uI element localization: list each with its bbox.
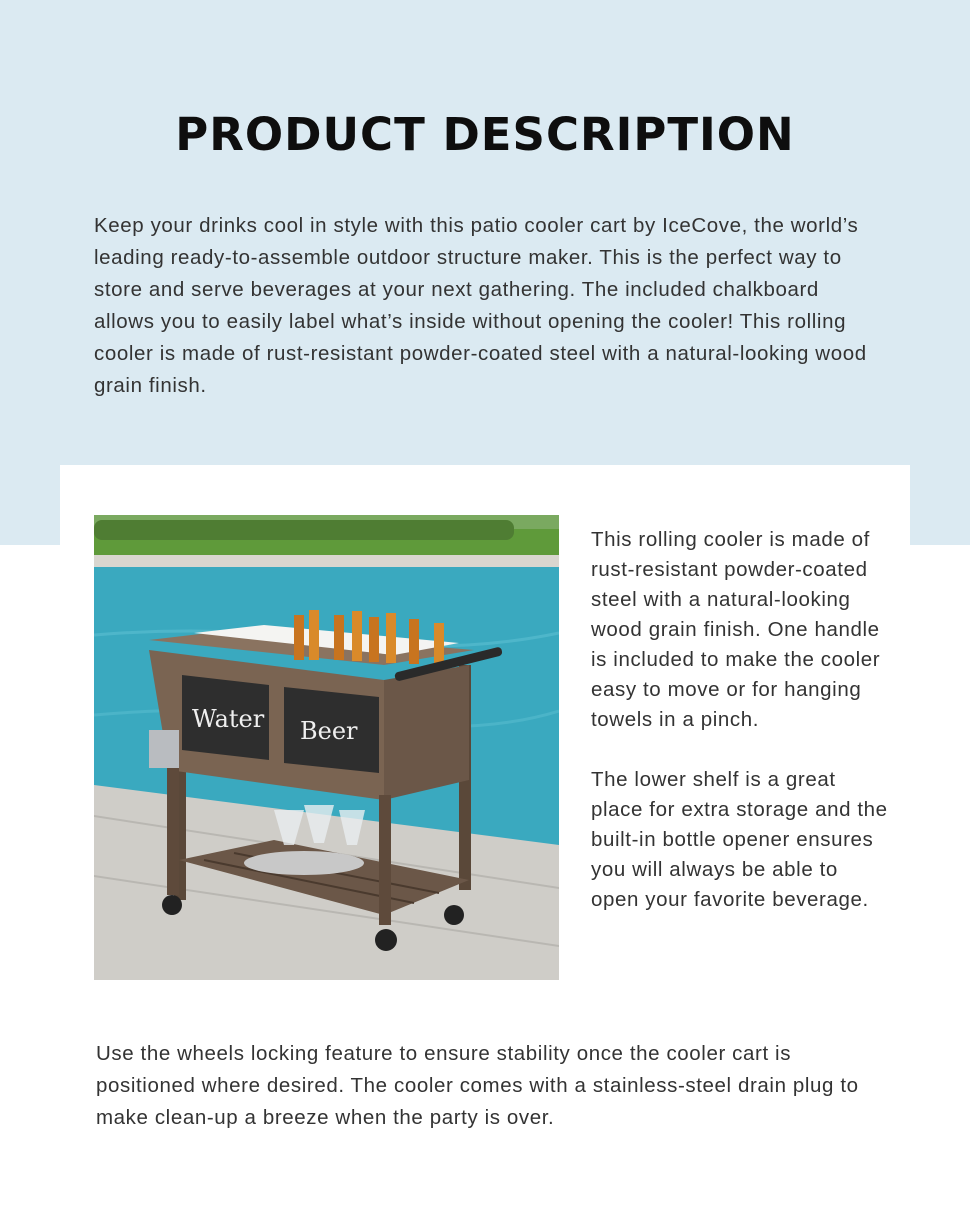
chalkboard-label-beer: Beer [300,717,358,745]
product-photo [94,515,559,980]
intro-paragraph: Keep your drinks cool in style with this patio cooler cart by IceCove, the world’s leading ready-to-assemble outdoor structure maker. This is the perfect way to store and serve beverages at your next gathering. The included chalkboard allows you to easily label what’s inside without opening the cooler! This rolling cooler is made of rust-resistant powder-coated steel with a natural-looking wood grain finish. [94,214,867,397]
page-title: PRODUCT DESCRIPTION [175,108,795,161]
chalkboard-label-water: Water [192,705,265,733]
outro-paragraph: Use the wheels locking feature to ensure stability once the cooler cart is positioned where desired. The cooler comes with a stainless-steel drain plug to make clean-up a breeze when the party is over. [96,1042,859,1129]
feature-paragraph-1: This rolling cooler is made of rust-resistant powder-coated steel with a natural-looking wood grain finish. One handle is included to make the cooler easy to move or for hanging towels in a pinch. [591,528,881,731]
feature-paragraph-2: The lower shelf is a great place for extra storage and the built-in bottle opener ensures you will always be able to open your favorite beverage. [591,768,888,911]
feature-text [591,525,891,945]
